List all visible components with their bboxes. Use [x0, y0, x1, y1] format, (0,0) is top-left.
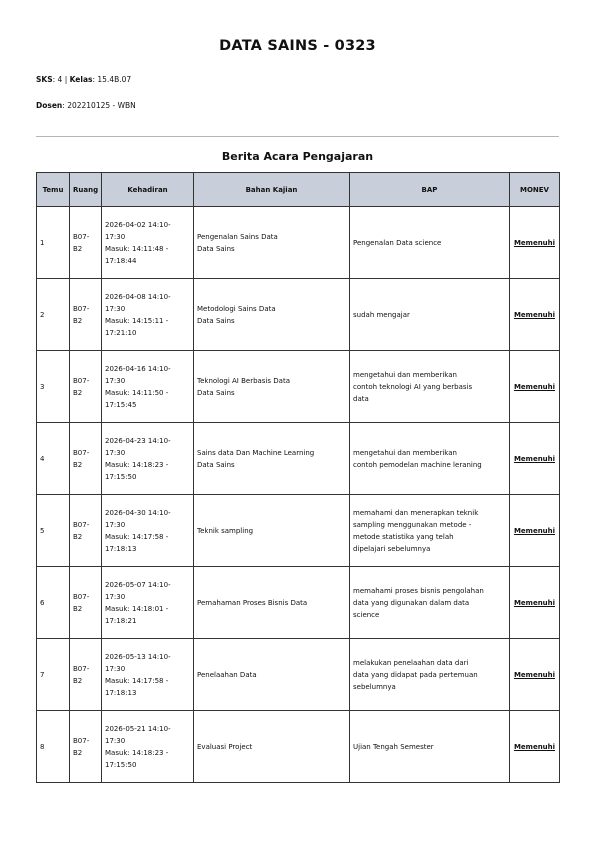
- col-header-kehadiran: Kehadiran: [102, 173, 194, 207]
- kehadiran-line: 17:18:44: [105, 256, 137, 265]
- bahan-kajian-line: Teknik sampling: [197, 526, 254, 535]
- kehadiran-cell: [102, 351, 194, 423]
- kehadiran-line: 17:15:50: [105, 472, 137, 481]
- bap-line: data yang didapat pada pertemuan: [353, 670, 478, 679]
- bap-line: Pengenalan Data science: [353, 238, 442, 247]
- ruang-line: B2: [73, 604, 83, 613]
- kehadiran-line: 17:30: [105, 448, 126, 457]
- col-header-temu: Temu: [37, 173, 70, 207]
- kehadiran-line: 17:30: [105, 232, 126, 241]
- ruang-cell: [70, 279, 102, 351]
- bahan-kajian-cell: [194, 351, 350, 423]
- ruang-line: B07-: [73, 736, 90, 745]
- monev-status-link[interactable]: Memenuhi: [510, 351, 560, 423]
- kehadiran-line: 2026-04-02 14:10-: [105, 220, 171, 229]
- bap-line: sampling menggunakan metode -: [353, 520, 472, 529]
- temu-cell: 5: [37, 495, 70, 567]
- table-row: [37, 711, 560, 783]
- bahan-kajian-line: Penelaahan Data: [197, 670, 257, 679]
- kehadiran-cell: [102, 423, 194, 495]
- ruang-cell: [70, 639, 102, 711]
- bap-line: contoh pemodelan machine leraning: [353, 460, 482, 469]
- kehadiran-line: Masuk: 14:17:58 -: [105, 532, 169, 541]
- kehadiran-line: 2026-04-23 14:10-: [105, 436, 171, 445]
- ruang-cell: [70, 207, 102, 279]
- temu-cell: 1: [37, 207, 70, 279]
- bahan-kajian-line: Data Sains: [197, 460, 235, 469]
- kelas-label: Kelas: [69, 75, 93, 84]
- bap-cell: [350, 423, 510, 495]
- temu-cell: 6: [37, 567, 70, 639]
- divider: [36, 136, 559, 137]
- bahan-kajian-cell: [194, 279, 350, 351]
- kehadiran-line: 2026-05-07 14:10-: [105, 580, 171, 589]
- bahan-kajian-line: Pengenalan Sains Data: [197, 232, 278, 241]
- kelas-value: : 15.4B.07: [92, 75, 132, 84]
- monev-status-link[interactable]: Memenuhi: [510, 639, 560, 711]
- dosen-value: : 202210125 - WBN: [62, 101, 136, 110]
- col-header-bap: BAP: [350, 173, 510, 207]
- bap-line: Ujian Tengah Semester: [353, 742, 434, 751]
- ruang-line: B07-: [73, 592, 90, 601]
- kehadiran-line: 2026-04-16 14:10-: [105, 364, 171, 373]
- kehadiran-cell: [102, 207, 194, 279]
- bap-cell: [350, 351, 510, 423]
- kehadiran-line: Masuk: 14:15:11 -: [105, 316, 169, 325]
- bahan-kajian-cell: [194, 639, 350, 711]
- table-row: [37, 639, 560, 711]
- ruang-line: B07-: [73, 376, 90, 385]
- temu-cell: 3: [37, 351, 70, 423]
- kehadiran-line: 17:30: [105, 304, 126, 313]
- ruang-line: B07-: [73, 520, 90, 529]
- ruang-line: B07-: [73, 448, 90, 457]
- monev-status-link[interactable]: Memenuhi: [510, 711, 560, 783]
- lecturer-meta-line: [36, 101, 136, 110]
- ruang-line: B2: [73, 532, 83, 541]
- ruang-cell: [70, 711, 102, 783]
- table-row: [37, 423, 560, 495]
- bap-line: mengetahui dan memberikan: [353, 370, 457, 379]
- kehadiran-line: 17:30: [105, 592, 126, 601]
- ruang-cell: [70, 351, 102, 423]
- sks-value: : 4: [52, 75, 63, 84]
- kehadiran-line: 17:15:50: [105, 760, 137, 769]
- kehadiran-line: 17:30: [105, 376, 126, 385]
- table-row: [37, 495, 560, 567]
- table-body: [37, 207, 560, 783]
- kehadiran-line: 2026-05-21 14:10-: [105, 724, 171, 733]
- bap-line: sudah mengajar: [353, 310, 410, 319]
- bap-line: memahami dan menerapkan teknik: [353, 508, 479, 517]
- kehadiran-line: Masuk: 14:18:01 -: [105, 604, 169, 613]
- temu-cell: 2: [37, 279, 70, 351]
- ruang-line: B2: [73, 244, 83, 253]
- kehadiran-line: Masuk: 14:11:50 -: [105, 388, 169, 397]
- col-header-monev: MONEV: [510, 173, 560, 207]
- ruang-line: B2: [73, 748, 83, 757]
- ruang-line: B07-: [73, 664, 90, 673]
- bahan-kajian-line: Metodologi Sains Data: [197, 304, 276, 313]
- kehadiran-line: 17:18:21: [105, 616, 137, 625]
- kehadiran-cell: [102, 567, 194, 639]
- section-title: Berita Acara Pengajaran: [221, 150, 374, 163]
- kehadiran-line: 17:30: [105, 664, 126, 673]
- kehadiran-line: 17:18:13: [105, 544, 137, 553]
- bahan-kajian-cell: [194, 567, 350, 639]
- kehadiran-line: 17:15:45: [105, 400, 137, 409]
- bap-line: data: [353, 394, 369, 403]
- bahan-kajian-cell: [194, 711, 350, 783]
- bap-line: science: [353, 610, 380, 619]
- kehadiran-line: Masuk: 14:18:23 -: [105, 460, 169, 469]
- bap-cell: [350, 495, 510, 567]
- ruang-line: B2: [73, 316, 83, 325]
- kehadiran-cell: [102, 279, 194, 351]
- ruang-line: B07-: [73, 232, 90, 241]
- kehadiran-cell: [102, 639, 194, 711]
- bap-line: mengetahui dan memberikan: [353, 448, 457, 457]
- bahan-kajian-line: Data Sains: [197, 316, 235, 325]
- bap-cell: [350, 639, 510, 711]
- ruang-line: B2: [73, 676, 83, 685]
- bahan-kajian-line: Evaluasi Project: [197, 742, 253, 751]
- bap-line: sebelumnya: [353, 682, 396, 691]
- table-row: [37, 351, 560, 423]
- dosen-label: Dosen: [36, 101, 63, 110]
- bap-line: contoh teknologi AI yang berbasis: [353, 382, 473, 391]
- monev-status-link[interactable]: Memenuhi: [510, 207, 560, 279]
- bap-line: metode statistika yang telah: [353, 532, 454, 541]
- temu-cell: 4: [37, 423, 70, 495]
- bahan-kajian-line: Teknologi AI Berbasis Data: [197, 376, 290, 385]
- bahan-kajian-line: Data Sains: [197, 244, 235, 253]
- kehadiran-line: 17:18:13: [105, 688, 137, 697]
- monev-status-link[interactable]: Memenuhi: [510, 567, 560, 639]
- kehadiran-line: Masuk: 14:18:23 -: [105, 748, 169, 757]
- col-header-bahan-kajian: Bahan Kajian: [194, 173, 350, 207]
- table-header-row: [37, 173, 560, 207]
- bap-cell: [350, 207, 510, 279]
- course-meta-line: [36, 75, 131, 84]
- monev-status-link[interactable]: Memenuhi: [510, 495, 560, 567]
- temu-cell: 7: [37, 639, 70, 711]
- ruang-line: B2: [73, 460, 83, 469]
- ruang-line: B2: [73, 388, 83, 397]
- ruang-cell: [70, 495, 102, 567]
- page-title: DATA SAINS - 0323: [219, 38, 376, 54]
- bahan-kajian-line: Sains data Dan Machine Learning: [197, 448, 315, 457]
- table-row: [37, 207, 560, 279]
- sks-label: SKS: [36, 75, 53, 84]
- temu-cell: 8: [37, 711, 70, 783]
- kehadiran-line: Masuk: 14:17:58 -: [105, 676, 169, 685]
- kehadiran-line: 17:30: [105, 736, 126, 745]
- col-header-ruang: Ruang: [70, 173, 102, 207]
- ruang-cell: [70, 423, 102, 495]
- kehadiran-line: 17:30: [105, 520, 126, 529]
- monev-status-link[interactable]: Memenuhi: [510, 423, 560, 495]
- bahan-kajian-line: Pemahaman Proses Bisnis Data: [197, 598, 308, 607]
- kehadiran-line: 2026-04-30 14:10-: [105, 508, 171, 517]
- bap-line: memahami proses bisnis pengolahan: [353, 586, 484, 595]
- kehadiran-line: Masuk: 14:11:48 -: [105, 244, 169, 253]
- bahan-kajian-cell: [194, 495, 350, 567]
- bap-cell: [350, 567, 510, 639]
- bap-line: data yang digunakan dalam data: [353, 598, 470, 607]
- table-row: [37, 567, 560, 639]
- bahan-kajian-cell: [194, 207, 350, 279]
- ruang-line: B07-: [73, 304, 90, 313]
- kehadiran-line: 17:21:10: [105, 328, 137, 337]
- teaching-log-table: [36, 172, 560, 783]
- kehadiran-line: 2026-05-13 14:10-: [105, 652, 171, 661]
- kehadiran-line: 2026-04-08 14:10-: [105, 292, 171, 301]
- ruang-cell: [70, 567, 102, 639]
- bap-line: melakukan penelaahan data dari: [353, 658, 469, 667]
- bap-line: dipelajari sebelumnya: [353, 544, 431, 553]
- meta-separator: |: [64, 75, 68, 84]
- kehadiran-cell: [102, 711, 194, 783]
- bap-cell: [350, 279, 510, 351]
- bahan-kajian-line: Data Sains: [197, 388, 235, 397]
- monev-status-link[interactable]: Memenuhi: [510, 279, 560, 351]
- bahan-kajian-cell: [194, 423, 350, 495]
- bap-cell: [350, 711, 510, 783]
- table-row: [37, 279, 560, 351]
- kehadiran-cell: [102, 495, 194, 567]
